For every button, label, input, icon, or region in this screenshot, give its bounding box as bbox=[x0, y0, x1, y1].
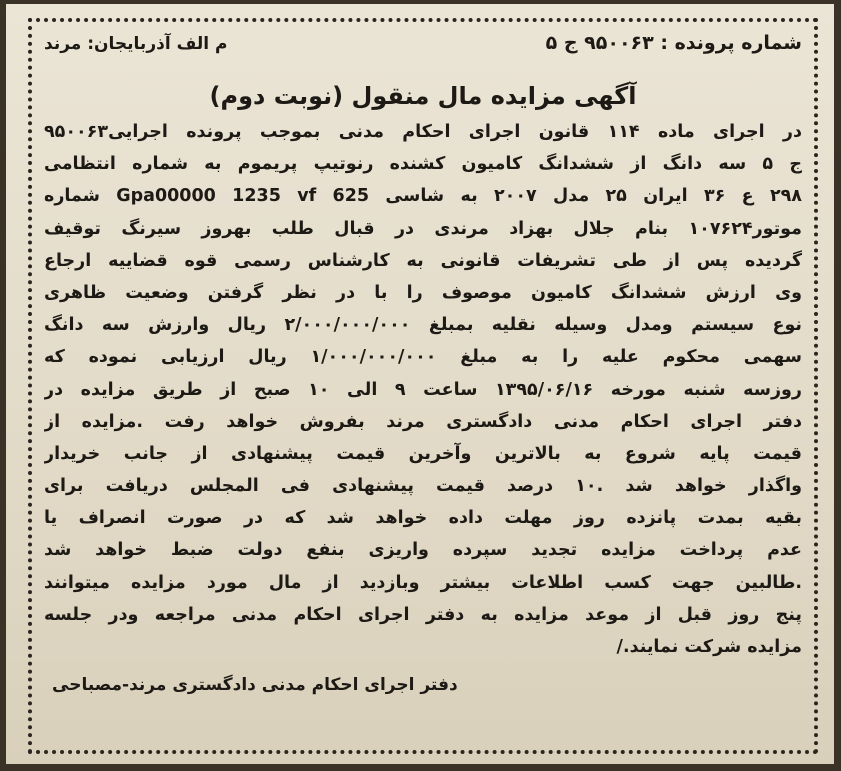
notice-title: آگهی مزایده مال منقول (نوبت دوم) bbox=[209, 82, 637, 110]
body-line: نوع سیستم ومدل وسیله نقلیه بمبلغ ۲/۰۰۰/۰۰۰/۰۰۰ ریال وارزش سه دانگ bbox=[44, 315, 802, 336]
body-line: عدم پرداخت مزایده تجدید سپرده واریزی بنفع دولت ضبط خواهد شد bbox=[44, 540, 802, 561]
file-number: شماره پرونده : ۹۵۰۰۶۳ ج ۵ bbox=[545, 32, 802, 54]
office-name: م الف آذربایجان: مرند bbox=[44, 34, 228, 54]
signature-line: دفتر اجرای احکام مدنی دادگستری مرند-مصباحی bbox=[52, 675, 458, 696]
body-line: سهمی محکوم علیه را به مبلغ ۱/۰۰۰/۰۰۰/۰۰۰ ریال ارزیابی نموده که bbox=[44, 347, 802, 368]
body-line: بقیه بمدت پانزده روز مهلت داده خواهد شد که در صورت انصراف یا bbox=[44, 508, 802, 529]
body-line: موتور۱۰۷۶۲۴ بنام جلال بهزاد مرندی در قبال طلب بهروز سیرنگ توقیف bbox=[44, 218, 802, 239]
body-line: ج ۵ سه دانگ از ششدانگ کامیون کشنده رنوتیپ پریموم به شماره انتظامی bbox=[44, 154, 802, 175]
body-line: در اجرای ماده ۱۱۴ قانون اجرای احکام مدنی بموجب پرونده اجرایی۹۵۰۰۶۳ bbox=[44, 122, 802, 142]
notice-body bbox=[44, 116, 802, 663]
notice-content bbox=[44, 32, 802, 740]
body-line: دفتر اجرای احکام مدنی دادگستری مرند بفروش خواهد رفت .مزایده از bbox=[44, 411, 802, 432]
notice-border bbox=[28, 18, 818, 754]
body-line: گردیده پس از طی تشریفات قانونی به کارشناس رسمی قوه قضاییه ارجاع bbox=[44, 250, 802, 271]
body-line: .طالبین جهت کسب اطلاعات بیشتر وبازدید از مال مورد مزایده میتوانند bbox=[44, 572, 802, 593]
body-line: مزایده شرکت نمایند./ bbox=[616, 637, 802, 657]
body-line: ۲۹۸ ع ۳۶ ایران ۲۵ مدل ۲۰۰۷ به شاسی Gpa00000 1235 vf 625 شماره bbox=[44, 186, 802, 207]
body-line: وی ارزش ششدانگ کامیون موصوف را با در نظر گرفتن وضعیت ظاهری bbox=[44, 282, 802, 303]
notice-header bbox=[44, 32, 802, 70]
body-line: روزسه شنبه مورخه ۱۳۹۵/۰۶/۱۶ ساعت ۹ الی ۱۰ صبح از طریق مزایده در bbox=[44, 379, 802, 400]
body-line: پنج روز قبل از موعد مزایده به دفتر اجرای احکام مدنی مراجعه ودر جلسه bbox=[44, 604, 802, 625]
newspaper-clipping bbox=[6, 4, 834, 764]
body-line: قیمت پایه شروع به بالاترین وآخرین قیمت پیشنهادی از جانب خریدار bbox=[44, 443, 802, 464]
body-line: واگذار خواهد شد .۱۰ درصد قیمت پیشنهادی فی المجلس دریافت برای bbox=[44, 476, 802, 497]
